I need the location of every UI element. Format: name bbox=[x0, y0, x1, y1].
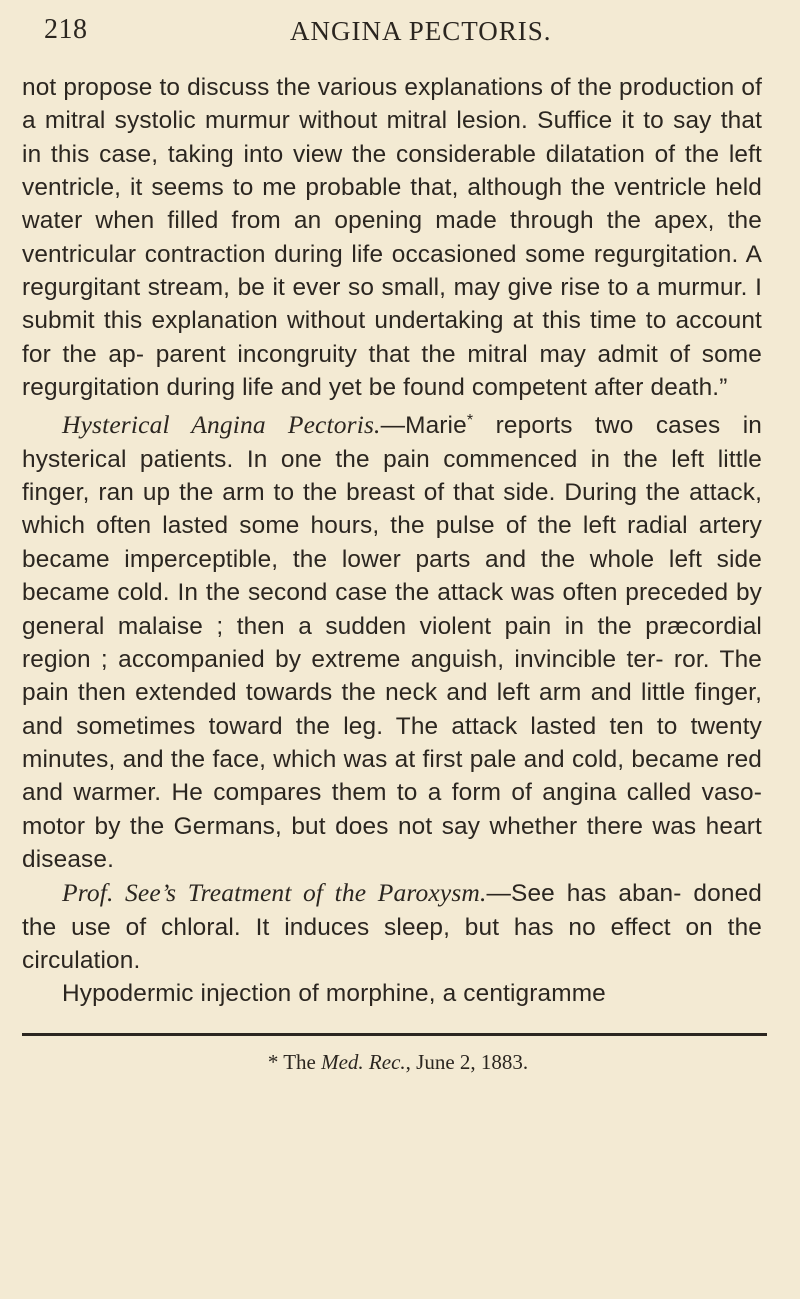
footnote-marker: * bbox=[267, 1049, 279, 1074]
footnote-text: The bbox=[278, 1049, 322, 1074]
paragraph-hysterical-angina bbox=[22, 404, 762, 876]
section-heading-treatment: Prof. See’s Treatment of the Paroxysm. bbox=[62, 878, 487, 908]
body-text bbox=[22, 71, 762, 1011]
paragraph-text: —Marie bbox=[380, 412, 467, 440]
page-number: 218 bbox=[44, 14, 88, 45]
footnote-divider bbox=[22, 1033, 767, 1036]
running-head: ANGINA PECTORIS. bbox=[290, 16, 552, 46]
footnote-date: , June 2, 1883. bbox=[405, 1049, 529, 1074]
section-heading-hysterical-angina: Hysterical Angina Pectoris. bbox=[62, 410, 381, 440]
paragraph-text: —See has aban- doned the use of chloral. It induces sleep, but has no effect on the circulation. bbox=[22, 880, 762, 974]
page-header bbox=[22, 0, 762, 60]
paragraph-hypodermic: Hypodermic injection of morphine, a centigramme bbox=[62, 980, 606, 1008]
footnote bbox=[22, 1050, 762, 1075]
footnote-journal: Med. Rec. bbox=[321, 1049, 406, 1074]
paragraph-text: reports two cases in hysterical patients. In one the pain commenced in the left little finger, ran up the arm to the breast of that side. During the attack, which often lasted some hours, the pulse of the left radial artery became imperceptible, the lower parts and the whole left side became cold. In the second case the attack was often preceded by general malaise ; then a sudden violent pain in the præcordial region ; accompanied by extreme anguish, invincible ter- ror. The pain then extended towards the neck and left arm and little finger, and sometimes toward the leg. The attack lasted ten to twenty minutes, and the face, which was at first pale and cold, became red and warmer. He compares them to a form of angina called vaso-motor by the Germans, but does not say whether there was heart disease. bbox=[22, 412, 763, 873]
paragraph-treatment bbox=[22, 876, 762, 977]
footnote-reference: * bbox=[466, 412, 474, 430]
paragraph-continuation: not propose to discuss the various explanations of the production of a mitral systolic murmur without mitral lesion. Suffice it to say that in this case, taking into view the considerable dilatation of the left ventricle, it seems to me probable that, although the ventricle held water when filled from an opening made through the apex, the ventricular contraction during life occasioned some regurgitation. A regurgitant stream, be it ever so small, may give rise to a murmur. I submit this explanation without undertaking at this time to account for the ap- parent incongruity that the mitral may admit of some regurgitation during life and yet be found competent after death.” bbox=[22, 74, 762, 402]
